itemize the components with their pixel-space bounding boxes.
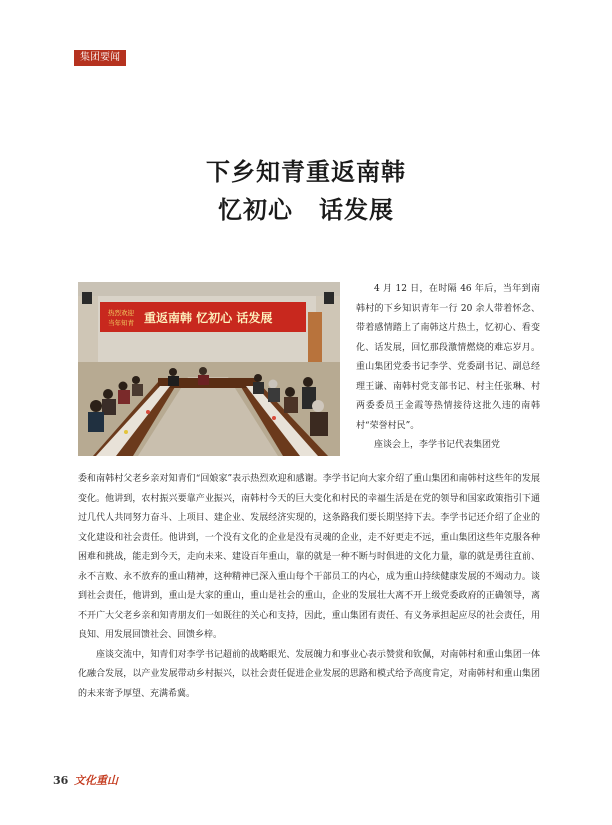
- paragraph-1: 4 月 12 日，在时隔 46 年后，当年到南韩村的下乡知识青年一行 20 余人带着怀念、带着感情踏上了南韩这片热土，忆初心、看变化、话发展，回忆那段激情燃烧的难忘岁月。重山集团党委书记李学、党委副书记、副总经理王谦、南韩村党支部书记、村主任张琳、村两委委员王金霞等热情接待这批久违的南韩村“荣誉村民”。: [356, 284, 540, 431]
- brand-logo: 文化重山: [74, 774, 118, 787]
- paragraph-2-rest: 委和南韩村父老乡亲对知青们“回娘家”表示热烈欢迎和感谢。李学书记向大家介绍了重山集团和南韩村这些年的发展变化。他讲到，农村振兴要靠产业振兴，南韩村今天的巨大变化和村民的幸福生活是在党的领导和国家政策指引下通过几代人共同努力奋斗、上项目、建企业、发展经济实现的，这条路我们要长期坚持下去。李学书记还介绍了企业的文化建设和社会责任。他讲到，一个没有文化的企业是没有灵魂的企业，走不好更走不远，重山集团这些年克服各种困难和挑战，能走到今天，走向未来、建设百年重山，靠的就是一种不断与时俱进的文化力量，靠的就是勇往直前、永不言败、永不放弃的重山精神，这种精神已深入重山每个干部员工的内心，成为重山持续健康发展的不竭动力。谈到社会责任，他讲到，重山是大家的重山，重山是社会的重山，企业的发展壮大离不开上级党委政府的正确领导，离不开广大父老乡亲和知青朋友们一如既往的关心和支持，因此，重山集团有责任、有义务承担起应尽的社会责任，用良知、用发展回馈社会、回馈乡梓。: [78, 474, 540, 640]
- section-tag: 集团要闻: [74, 50, 126, 66]
- paragraph-2-start: 座谈会上，李学书记代表集团党: [374, 440, 501, 450]
- title-part-a: 忆初心: [218, 195, 293, 224]
- banner-left-line1: 热烈欢迎: [108, 309, 134, 317]
- article-title-line2: [0, 190, 612, 225]
- paragraph-3: 座谈交流中，知青们对李学书记超前的战略眼光、发展魄力和事业心表示赞赏和钦佩，对南韩村和重山集团一体化融合发展，以产业发展带动乡村振兴，以社会责任促进企业发展的思路和模式给予高度肯定，对南韩村和重山集团的未来寄予厚望、充满希冀。: [78, 649, 540, 699]
- title-part-b: 话发展: [319, 195, 394, 224]
- banner-main-text: 重返南韩 忆初心 话发展: [144, 311, 273, 325]
- article-title-line1: 下乡知青重返南韩: [206, 157, 406, 186]
- banner-left-line2: 当年知青: [108, 319, 134, 327]
- meeting-photo-illustration: [78, 282, 340, 456]
- article-right-column: [356, 280, 540, 456]
- article-full-column: [78, 470, 540, 704]
- page-number: 36: [53, 774, 69, 787]
- meeting-photo: [78, 282, 340, 456]
